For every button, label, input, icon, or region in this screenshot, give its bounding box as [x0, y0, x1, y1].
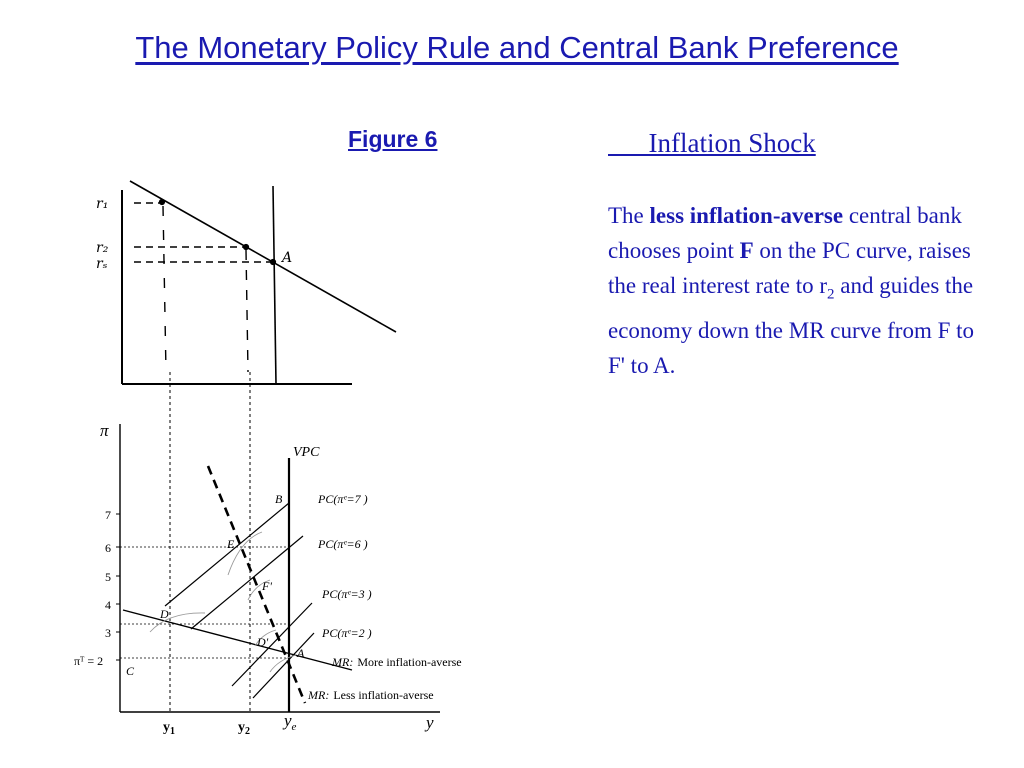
- para-text-3: on the PC curve, raises the real interest rate to r: [608, 238, 971, 298]
- label-r2: r₂: [96, 240, 109, 256]
- tick-label-5: 5: [105, 570, 111, 584]
- para-text-1: The: [608, 203, 650, 228]
- ic-arc-a: [270, 655, 296, 672]
- y1-marker: [163, 720, 175, 737]
- figure-label: Figure 6: [348, 126, 438, 152]
- point-label-e: E: [227, 537, 235, 551]
- point-label-b: B: [275, 492, 283, 506]
- point-label-a: A: [297, 646, 305, 660]
- tick-label-3: 3: [105, 626, 111, 640]
- y2-sub: 2: [245, 726, 250, 737]
- vpc-label: VPC: [293, 445, 320, 460]
- point-r2: [243, 244, 248, 249]
- tick-label-4: 4: [105, 598, 111, 612]
- ye-sub: e: [291, 721, 297, 733]
- mr-more-text: More inflation-averse: [357, 655, 462, 669]
- para-text-2: central bank chooses point: [608, 203, 962, 263]
- pc-label-3: PC(πᵉ=3 ): [322, 587, 372, 601]
- ye-label: [282, 711, 297, 733]
- pc-6: [191, 536, 303, 629]
- y1-base: y: [163, 720, 170, 735]
- side-heading-text: Inflation Shock: [648, 128, 816, 158]
- point-a-upper: [270, 259, 275, 264]
- pi-axis-label: π: [100, 421, 109, 440]
- mr-more-averse: [123, 610, 352, 670]
- mr-less-text: Less inflation-averse: [333, 688, 434, 702]
- y2-base: y: [238, 720, 245, 735]
- pc-label-6: PC(πᵉ=6 ): [318, 537, 368, 551]
- y-axis-label: y: [426, 713, 434, 732]
- label-rs: rₛ: [96, 256, 108, 272]
- para-bold-1: less inflation-averse: [649, 203, 844, 228]
- point-label-f: F': [262, 579, 272, 593]
- para-subscript: 2: [827, 286, 835, 303]
- pc-3: [232, 603, 312, 686]
- mr-more-prefix: MR:: [332, 655, 354, 669]
- pc-label-2: PC(πᵉ=2 ): [322, 626, 372, 640]
- point-label-d: D: [160, 607, 169, 621]
- y1-dashed-upper: [163, 206, 166, 372]
- tick-label-7: 7: [105, 508, 111, 522]
- page-title: The Monetary Policy Rule and Central Bank Preference: [135, 30, 899, 65]
- mr-less-averse: [208, 466, 305, 703]
- mr-more-label: [331, 655, 462, 669]
- upper-panel: [122, 181, 396, 384]
- y2-marker: [238, 720, 250, 737]
- target-label: πᵀ = 2: [74, 654, 104, 668]
- mr-less-label: [307, 688, 434, 702]
- mr-less-prefix: MR:: [308, 688, 330, 702]
- vertical-line-ye: [273, 186, 276, 384]
- point-label-d-prime: D': [257, 635, 269, 649]
- point-label-c: C: [126, 664, 135, 678]
- para-text-4: and guides the economy down the MR curve from F to F' to A.: [608, 273, 975, 378]
- ye-base: y: [284, 711, 292, 730]
- label-a-upper: A: [282, 250, 293, 266]
- is-curve: [130, 181, 396, 332]
- tick-label-6: 6: [105, 541, 111, 555]
- y2-dashed-upper: [246, 250, 248, 372]
- pc-label-7: PC(πᵉ=7 ): [318, 492, 368, 506]
- y1-sub: 1: [170, 726, 175, 737]
- point-r1: [159, 199, 164, 204]
- label-r1: r₁: [96, 196, 109, 212]
- para-bold-2: F: [739, 238, 754, 263]
